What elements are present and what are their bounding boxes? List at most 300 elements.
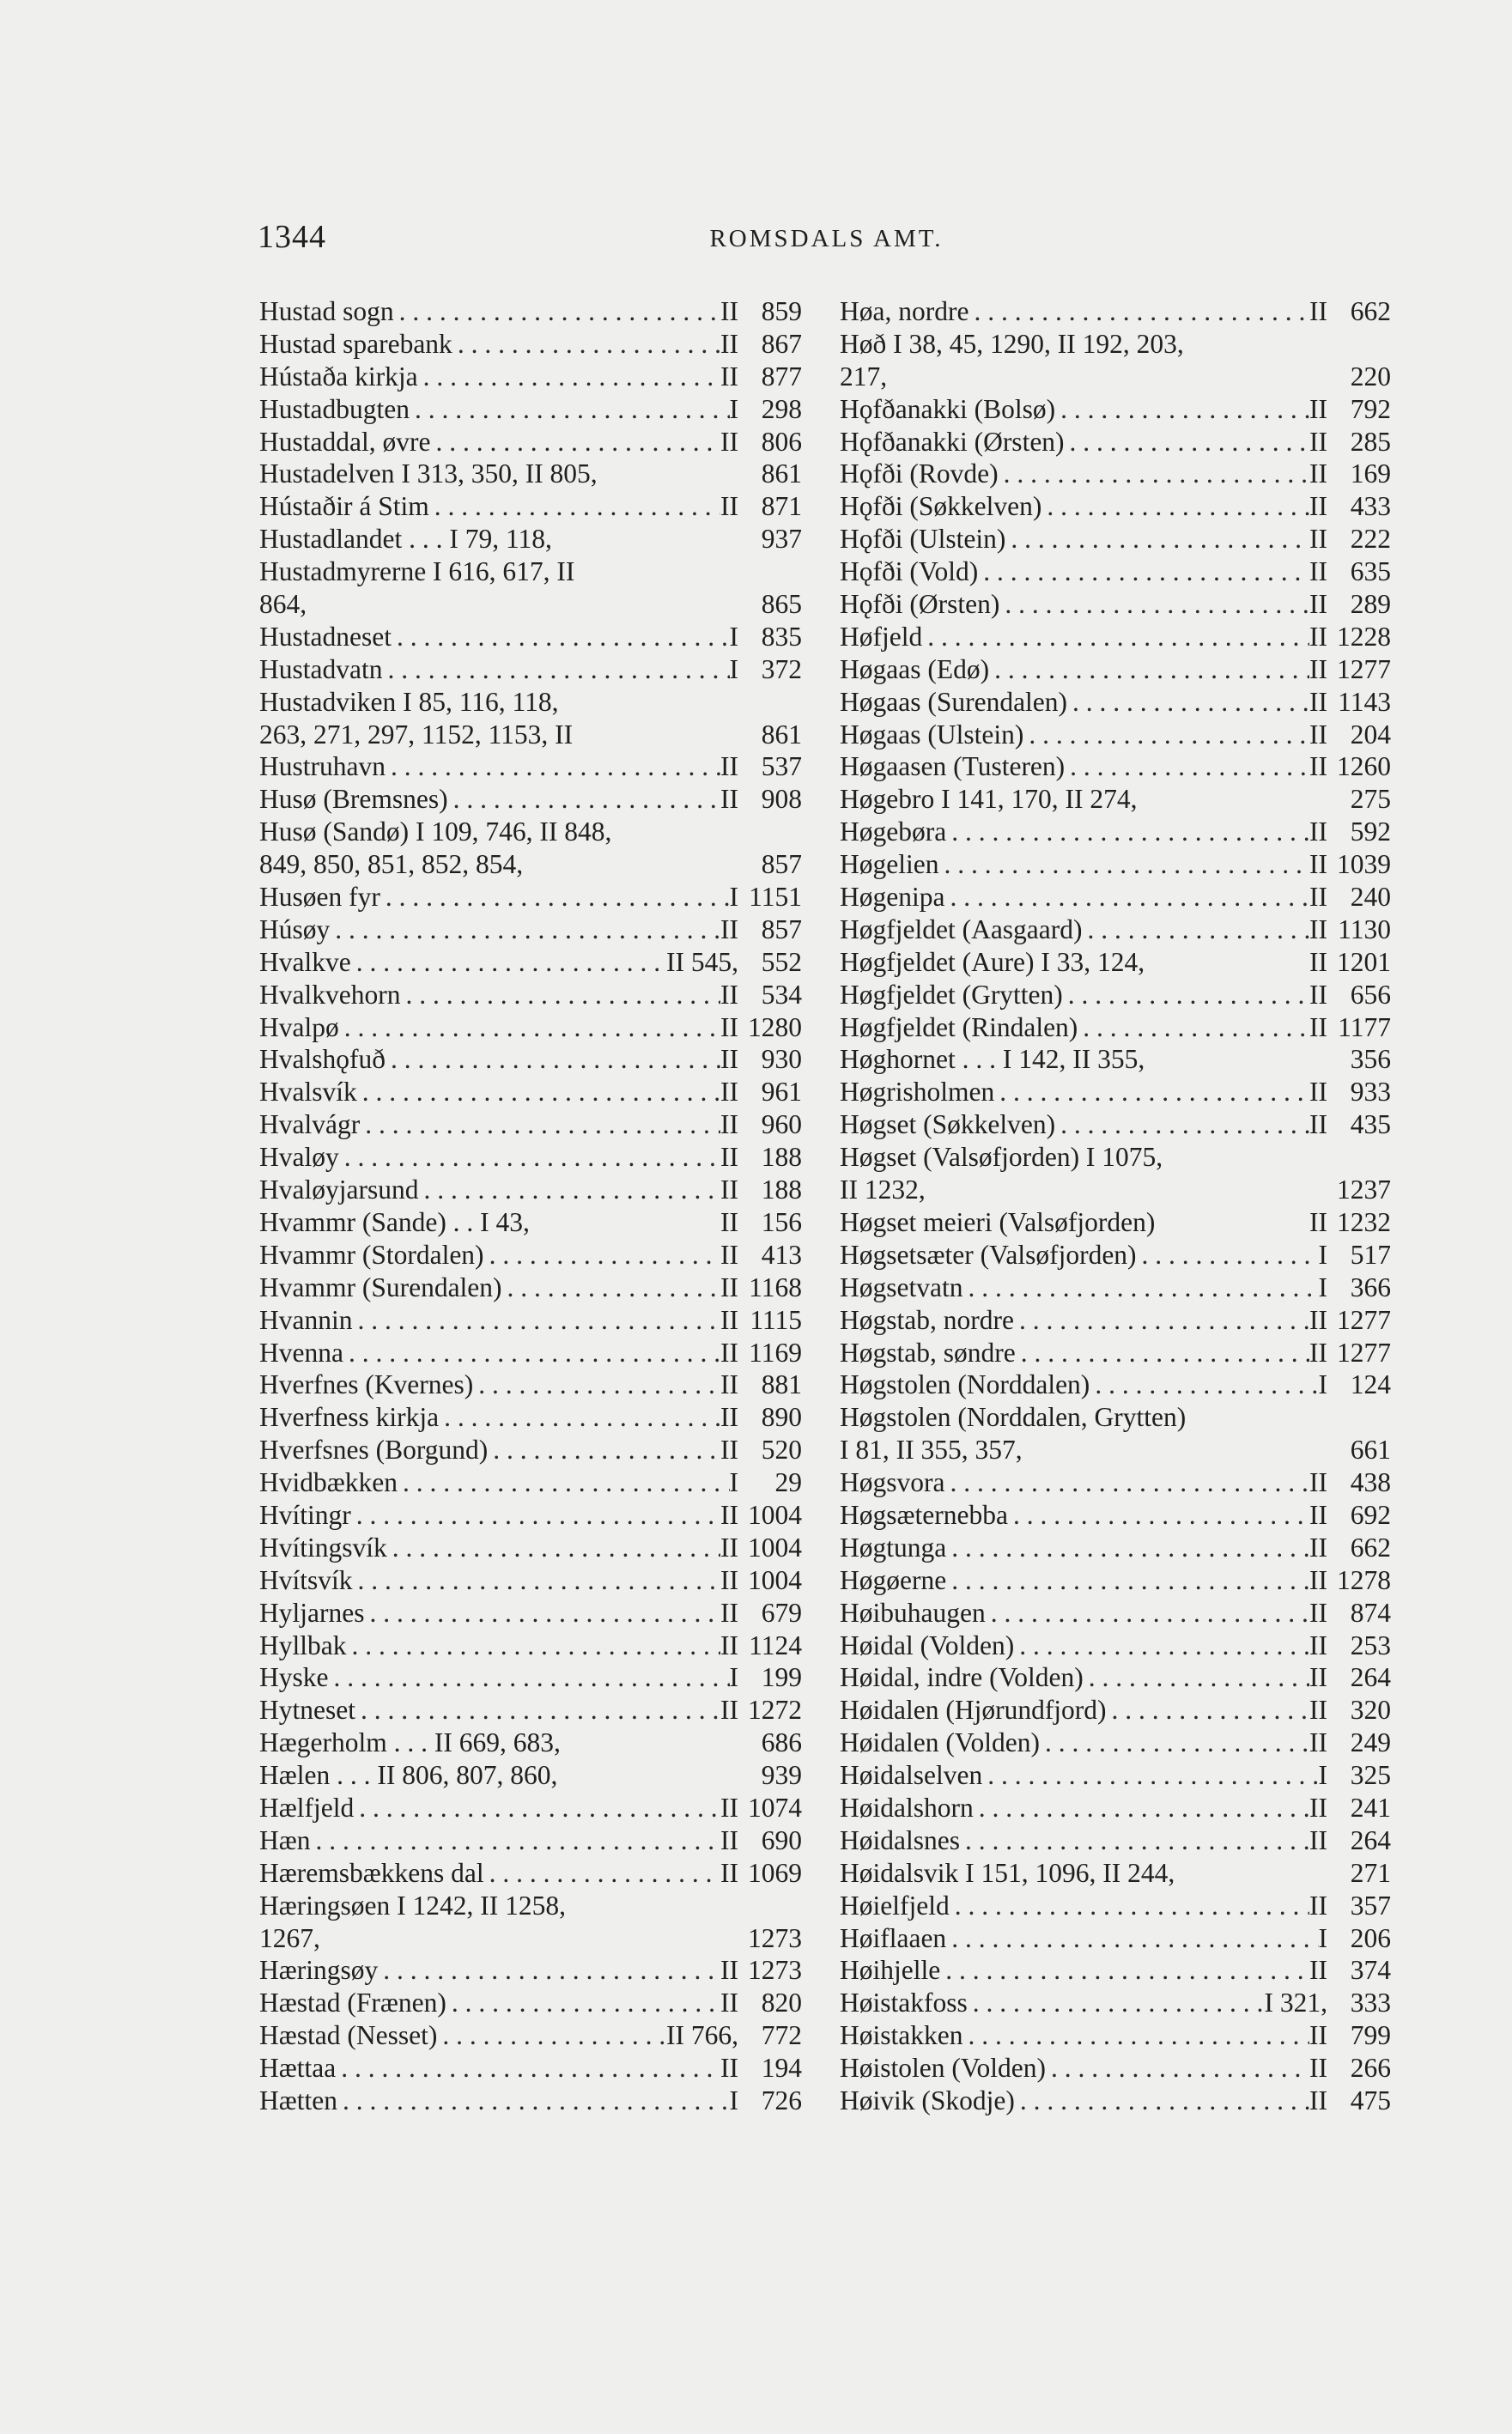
volume-reference: II [720, 1988, 738, 2018]
index-entry [840, 1857, 1391, 1890]
page-reference: 169 [1350, 458, 1391, 489]
volume-reference: II [720, 491, 738, 522]
index-entry [259, 426, 802, 458]
dot-leader [944, 881, 1309, 914]
entry-heading: Hverfnes (Kvernes) [259, 1369, 474, 1400]
entry-heading: Høgsvora [840, 1467, 945, 1498]
page-reference: 799 [1350, 2020, 1391, 2051]
page-reference: 199 [761, 1662, 802, 1693]
index-entry [840, 1727, 1391, 1759]
index-entry [259, 946, 802, 979]
dot-leader [351, 1499, 720, 1532]
dot-leader [354, 1792, 720, 1824]
index-entry [259, 1272, 802, 1304]
page-reference: 939 [761, 1760, 802, 1791]
entry-heading: Hvannin [259, 1304, 353, 1335]
index-entry [259, 719, 802, 751]
entry-heading: II 1232, [840, 1175, 926, 1205]
volume-reference: II [1309, 2085, 1327, 2115]
page-reference: 517 [1350, 1239, 1391, 1270]
entry-heading: Hæremsbækkens dal [259, 1857, 484, 1888]
volume-reference: II [1309, 1337, 1327, 1368]
entry-heading: Hústaðir á Stim [259, 491, 429, 522]
entry-heading: Høihjelle [840, 1955, 941, 1986]
index-entry [259, 2019, 802, 2052]
page-reference: 285 [1350, 426, 1391, 457]
entry-heading: Høgrisholmen [840, 1077, 995, 1108]
entry-heading: Høidal (Volden) [840, 1630, 1015, 1660]
volume-reference: II [720, 1304, 738, 1335]
index-entry [259, 1108, 802, 1141]
volume-reference: II [720, 1044, 738, 1075]
volume-reference: I [729, 1662, 738, 1693]
dot-leader [994, 1076, 1309, 1108]
index-entry [840, 1076, 1391, 1108]
entry-heading: Hvalshǫfuð [259, 1044, 386, 1075]
entry-heading: Hægerholm . . . II 669, 683, [259, 1727, 561, 1758]
page-reference: 662 [1350, 296, 1391, 326]
index-entry [840, 1304, 1391, 1337]
volume-reference: II [1309, 556, 1327, 587]
dot-leader [999, 458, 1309, 490]
entry-heading: Hustadviken I 85, 116, 118, [259, 686, 559, 717]
index-entry [840, 1630, 1391, 1662]
volume-reference: II [1309, 1824, 1327, 1855]
entry-heading: Høidalen (Hjørundfjord) [840, 1695, 1107, 1726]
entry-heading: Høghornet . . . I 142, II 355, [840, 1044, 1145, 1075]
page-reference: 1130 [1338, 914, 1391, 944]
dot-leader [386, 1043, 720, 1076]
dot-leader [446, 1987, 720, 2019]
running-title: ROMSDALS AMT. [709, 225, 944, 252]
volume-reference: II [1309, 1955, 1327, 1986]
dot-leader [1067, 686, 1309, 719]
entry-heading: Hǫfði (Ørsten) [840, 589, 1000, 620]
entry-heading: Høiflaaen [840, 1922, 947, 1953]
page-reference: 908 [761, 784, 802, 815]
dot-leader [378, 1954, 720, 1987]
page-reference: 298 [761, 393, 802, 424]
volume-reference: II [1309, 686, 1327, 717]
page-reference: 1004 [748, 1564, 802, 1595]
dot-leader [473, 1369, 720, 1401]
page-reference: 861 [761, 458, 802, 489]
volume-reference: II [720, 751, 738, 782]
page-reference: 413 [761, 1239, 802, 1270]
index-entry [840, 1174, 1391, 1206]
entry-heading: Høgfjeldet (Aasgaard) [840, 914, 1083, 944]
entry-heading: Hustadneset [259, 621, 392, 652]
index-entry [840, 426, 1391, 458]
entry-heading: Hǫfði (Ulstein) [840, 524, 1006, 555]
index-entry [259, 588, 802, 621]
index-entry [840, 2052, 1391, 2085]
index-entry [840, 1434, 1391, 1466]
dot-leader [364, 1597, 720, 1630]
entry-heading: Hæringsøy [259, 1955, 379, 1986]
volume-reference: II [1309, 1499, 1327, 1530]
dot-leader [484, 1857, 720, 1890]
index-entry [259, 783, 802, 816]
index-entry [259, 1011, 802, 1044]
index-entry [840, 1792, 1391, 1824]
entry-heading: Høidalsnes [840, 1824, 960, 1855]
entry-heading: Høgebøra [840, 816, 947, 847]
volume-reference: II [1309, 1630, 1327, 1660]
index-entry [259, 1174, 802, 1206]
page-reference: 857 [761, 849, 802, 880]
index-entry [840, 1499, 1391, 1532]
entry-heading: Hælen . . . II 806, 807, 860, [259, 1760, 558, 1791]
index-entry [259, 1661, 802, 1694]
dot-leader [429, 490, 720, 523]
index-entry [840, 1337, 1391, 1369]
index-entry [840, 1759, 1391, 1792]
page-reference: 1115 [750, 1304, 802, 1335]
index-entry [840, 1922, 1391, 1955]
index-entry [840, 1466, 1391, 1499]
dot-leader [982, 1759, 1318, 1792]
volume-reference: II [1309, 979, 1327, 1010]
dot-leader [1008, 1499, 1309, 1532]
entry-heading: Høielfjeld [840, 1890, 950, 1921]
dot-leader [343, 1337, 720, 1369]
dot-leader [1040, 1727, 1309, 1759]
dot-leader [999, 588, 1309, 621]
volume-reference: I [1318, 1922, 1327, 1953]
entry-heading: Høgstab, søndre [840, 1337, 1016, 1368]
volume-reference: II [1309, 849, 1327, 880]
page-reference: 865 [761, 589, 802, 620]
dot-leader [439, 1401, 720, 1434]
page-reference: 930 [761, 1044, 802, 1075]
entry-heading: Høgaas (Surendalen) [840, 686, 1068, 717]
entry-heading: Hytneset [259, 1695, 355, 1726]
index-entry [840, 588, 1391, 621]
volume-reference: I [729, 393, 738, 424]
volume-reference: II [1309, 1532, 1327, 1563]
page-reference: 29 [774, 1467, 802, 1498]
dot-leader [382, 653, 729, 686]
entry-heading: Hvalpø [259, 1011, 339, 1042]
entry-heading: Høa, nordre [840, 296, 969, 326]
volume-reference: II [1309, 1077, 1327, 1108]
page-reference: 534 [761, 979, 802, 1010]
dot-leader [484, 1239, 720, 1272]
page-reference: 264 [1350, 1662, 1391, 1693]
page-reference: 1169 [749, 1337, 802, 1368]
entry-heading: Hustad sogn [259, 296, 394, 326]
entry-heading: Hǫfðanakki (Ørsten) [840, 426, 1065, 457]
index-entry [840, 946, 1391, 979]
volume-reference: II [720, 1272, 738, 1302]
dot-leader [386, 750, 720, 783]
entry-heading: Hustad sparebank [259, 328, 452, 359]
dot-leader [1046, 2052, 1309, 2085]
page-reference: 592 [1350, 816, 1391, 847]
entry-heading: Husø (Sandø) I 109, 746, II 848, [259, 816, 612, 847]
entry-heading: Hǫfðanakki (Bolsø) [840, 393, 1056, 424]
index-entry [840, 1987, 1391, 2019]
index-entry [259, 1369, 802, 1401]
index-entry [840, 2085, 1391, 2117]
page-reference: 1151 [749, 882, 802, 913]
volume-reference: II 545, [666, 946, 738, 977]
page-reference: 656 [1350, 979, 1391, 1010]
entry-heading: Høð I 38, 45, 1290, II 192, 203, [840, 328, 1184, 359]
entry-heading: Hvaløyjarsund [259, 1175, 419, 1205]
entry-heading: Hvaløy [259, 1142, 339, 1173]
volume-reference: II [720, 1402, 738, 1433]
dot-leader [1041, 490, 1309, 523]
volume-reference: II [1309, 946, 1327, 977]
page-reference: 188 [761, 1175, 802, 1205]
page-reference: 792 [1350, 393, 1391, 424]
index-entry [840, 1694, 1391, 1727]
volume-reference: II [720, 1564, 738, 1595]
volume-reference: II [720, 361, 738, 392]
dot-leader [974, 1792, 1309, 1824]
page-reference: 156 [761, 1206, 802, 1237]
volume-reference: II [1309, 1564, 1327, 1595]
volume-reference: II [720, 1824, 738, 1855]
entry-heading: Hustruhavn [259, 751, 386, 782]
index-entry [259, 653, 802, 686]
page-reference: 861 [761, 719, 802, 750]
index-entry [840, 1890, 1391, 1922]
entry-heading: Høgset (Valsøfjorden) I 1075, [840, 1142, 1163, 1173]
entry-heading: Hǫfði (Rovde) [840, 458, 999, 489]
page-reference: 1228 [1337, 621, 1391, 652]
index-entry [840, 750, 1391, 783]
dot-leader [448, 783, 720, 816]
page-reference: 961 [761, 1077, 802, 1108]
index-entry [840, 653, 1391, 686]
dot-leader [1090, 1369, 1318, 1401]
volume-reference: II [1309, 1792, 1327, 1823]
page-header [258, 218, 1395, 261]
page-reference: 537 [761, 751, 802, 782]
page-reference: 890 [761, 1402, 802, 1433]
volume-reference: I [729, 882, 738, 913]
entry-heading: Høistakken [840, 2020, 963, 2051]
volume-reference: II [1309, 1695, 1327, 1726]
index-entry [259, 555, 802, 588]
page-reference: 266 [1350, 2053, 1391, 2084]
page-reference: 1201 [1337, 946, 1391, 977]
entry-heading: Hústaða kirkja [259, 361, 418, 392]
volume-reference: II [720, 979, 738, 1010]
page-reference: 275 [1350, 784, 1391, 815]
index-entry [840, 1141, 1391, 1174]
entry-heading: Høidalen (Volden) [840, 1727, 1040, 1758]
volume-reference: I [1318, 1369, 1327, 1400]
index-entry [259, 1954, 802, 1987]
index-entry [259, 979, 802, 1011]
index-entry [259, 490, 802, 523]
dot-leader [418, 361, 720, 393]
entry-heading: Høgstolen (Norddalen, Grytten) [840, 1402, 1187, 1433]
index-entry [259, 1564, 802, 1597]
volume-reference: II [1309, 426, 1327, 457]
dot-leader [418, 1174, 720, 1206]
index-entry [259, 848, 802, 881]
volume-reference: II [720, 296, 738, 326]
index-column-left [259, 295, 802, 2117]
entry-heading: Hvítingr [259, 1499, 351, 1530]
entry-heading: Hvalkve [259, 946, 351, 977]
dot-leader [346, 1630, 720, 1662]
index-entry [259, 1597, 802, 1630]
page-reference: 372 [761, 653, 802, 684]
volume-reference: I [1318, 1760, 1327, 1791]
page-reference: 1177 [1338, 1011, 1391, 1042]
entry-heading: Hælfjeld [259, 1792, 355, 1823]
dot-leader [950, 1890, 1309, 1922]
page-reference: 662 [1350, 1532, 1391, 1563]
volume-reference: I [729, 2085, 738, 2115]
index-entry [259, 1759, 802, 1792]
page-reference: 194 [761, 2053, 802, 2084]
index-entry [259, 1206, 802, 1239]
index-entry [259, 1922, 802, 1955]
index-entry [840, 1532, 1391, 1564]
dot-leader [339, 1011, 720, 1044]
index-entry [840, 1597, 1391, 1630]
volume-reference: II [1309, 2053, 1327, 2084]
dot-leader [1016, 1337, 1309, 1369]
dot-leader [962, 2019, 1309, 2052]
index-entry [840, 1954, 1391, 1987]
page-reference: 333 [1350, 1988, 1391, 2018]
index-entry [840, 686, 1391, 719]
dot-leader [1014, 1304, 1309, 1337]
entry-heading: 1267, [259, 1922, 320, 1953]
entry-heading: Hvalkvehorn [259, 979, 401, 1010]
entry-heading: Hǫfði (Vold) [840, 556, 979, 587]
entry-heading: Høgelien [840, 849, 939, 880]
page-reference: 1232 [1337, 1206, 1391, 1237]
entry-heading: Hvalsvík [259, 1077, 357, 1108]
volume-reference: II [1309, 653, 1327, 684]
volume-reference: II [720, 426, 738, 457]
entry-heading: Høgsæternebba [840, 1499, 1008, 1530]
dot-leader [1083, 914, 1310, 946]
entry-heading: Husø (Bremsnes) [259, 784, 448, 815]
dot-leader [938, 848, 1309, 881]
dot-leader [502, 1272, 720, 1304]
index-entry [840, 783, 1391, 816]
index-entry [840, 1108, 1391, 1141]
volume-reference: II [1309, 1304, 1327, 1335]
page-reference: 1273 [748, 1955, 802, 1986]
index-entry [840, 621, 1391, 653]
index-entry [840, 719, 1391, 751]
index-entry [259, 1434, 802, 1466]
page-reference: 320 [1350, 1695, 1391, 1726]
index-entry [840, 490, 1391, 523]
index-entry [840, 1564, 1391, 1597]
page-reference: 475 [1350, 2085, 1391, 2115]
page-reference: 820 [761, 1988, 802, 2018]
dot-leader [1137, 1239, 1319, 1272]
entry-heading: 864, [259, 589, 307, 620]
page-reference: 124 [1350, 1369, 1391, 1400]
entry-heading: Høgstolen (Norddalen) [840, 1369, 1090, 1400]
page-reference: 635 [1350, 556, 1391, 587]
page-reference: 937 [761, 524, 802, 555]
index-entry [259, 295, 802, 328]
page-reference: 241 [1350, 1792, 1391, 1823]
index-entry [840, 1206, 1391, 1239]
index-entry [259, 1857, 802, 1890]
volume-reference: II [720, 1955, 738, 1986]
index-entry [840, 1239, 1391, 1272]
index-entry [840, 914, 1391, 946]
dot-leader [989, 653, 1309, 686]
volume-reference: II [720, 1109, 738, 1140]
index-entry [259, 1239, 802, 1272]
dot-leader [946, 816, 1309, 848]
index-entry [259, 816, 802, 848]
dot-leader [1065, 750, 1309, 783]
entry-heading: Hyljarnes [259, 1597, 365, 1628]
volume-reference: II [720, 328, 738, 359]
page-reference: 877 [761, 361, 802, 392]
dot-leader [380, 881, 730, 914]
index-entry [259, 1499, 802, 1532]
entry-heading: Hæn [259, 1824, 311, 1855]
dot-leader [960, 1824, 1309, 1857]
page-reference: 1124 [749, 1630, 802, 1660]
volume-reference: II [720, 1239, 738, 1270]
dot-leader [922, 621, 1309, 653]
volume-reference: II [1309, 458, 1327, 489]
dot-leader [430, 426, 720, 458]
page-reference: 1004 [748, 1499, 802, 1530]
volume-reference: II [1309, 1727, 1327, 1758]
page-reference: 222 [1350, 524, 1391, 555]
entry-heading: Høgenipa [840, 882, 945, 913]
entry-heading: Høidal, indre (Volden) [840, 1662, 1084, 1693]
page-reference: 679 [761, 1597, 802, 1628]
dot-leader [978, 555, 1309, 588]
page-reference: 374 [1350, 1955, 1391, 1986]
entry-heading: Hvidbækken [259, 1467, 398, 1498]
index-entry [840, 1011, 1391, 1044]
page-reference: 1168 [749, 1272, 802, 1302]
volume-reference: II [720, 1435, 738, 1466]
index-entry [259, 1987, 802, 2019]
dot-leader [352, 1304, 720, 1337]
entry-heading: Hvenna [259, 1337, 343, 1368]
index-entry [259, 881, 802, 914]
dot-leader [488, 1434, 720, 1466]
index-entry [259, 1466, 802, 1499]
index-entry [840, 1401, 1391, 1434]
dot-leader [1055, 1108, 1309, 1141]
index-entry [259, 1141, 802, 1174]
volume-reference: II [1309, 914, 1327, 944]
page-reference: 835 [761, 621, 802, 652]
dot-leader [351, 946, 666, 979]
entry-heading: Hyske [259, 1662, 329, 1693]
page-reference: 188 [761, 1142, 802, 1173]
index-entry [259, 1727, 802, 1759]
index-entry [840, 1369, 1391, 1401]
entry-heading: Høgøerne [840, 1564, 947, 1595]
volume-reference: II [1309, 621, 1327, 652]
